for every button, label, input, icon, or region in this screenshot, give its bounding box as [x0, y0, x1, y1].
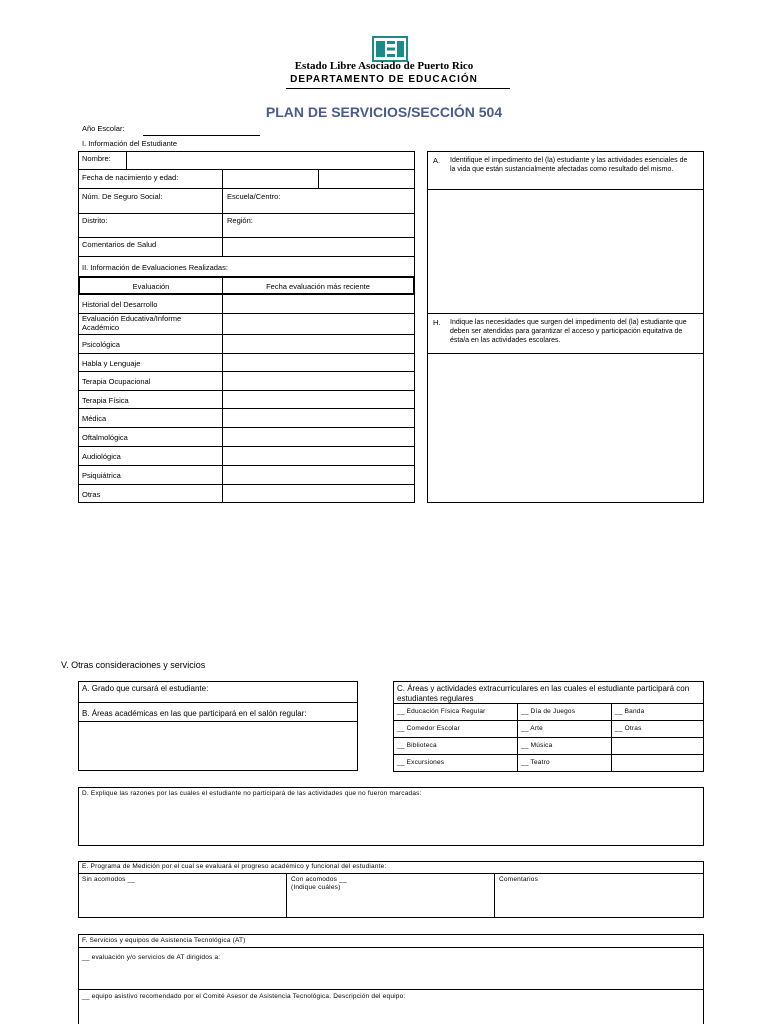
school-label: Escuela/Centro:	[227, 192, 281, 201]
row-line	[78, 408, 415, 409]
eval-row-label: Médica	[82, 414, 107, 423]
row-line	[78, 334, 415, 335]
col-line	[318, 169, 319, 188]
grade-label: A. Grado que cursará el estudiante:	[82, 684, 209, 693]
row-line	[78, 465, 415, 466]
row-line	[78, 427, 415, 428]
name-label: Nombre:	[82, 154, 111, 163]
c-divider	[393, 754, 704, 755]
region-label: Región:	[227, 216, 253, 225]
row-line	[78, 371, 415, 372]
eval-row-label: Terapia Ocupacional	[82, 377, 151, 386]
header-line1: Estado Libre Asociado de Puerto Rico	[294, 60, 474, 72]
option-library[interactable]: __ Biblioteca	[397, 742, 437, 749]
option-band[interactable]: __ Banda	[615, 708, 645, 715]
header-line2: DEPARTAMENTO DE EDUCACIÓN	[290, 74, 478, 85]
eval-row-label: Terapia Física	[82, 396, 129, 405]
f-divider	[78, 989, 704, 990]
eval-row-label: Psicológica	[82, 340, 120, 349]
h-label: H.	[433, 318, 441, 327]
district-label: Distrito:	[82, 216, 108, 225]
col-line	[222, 276, 223, 503]
col-line	[222, 169, 223, 188]
health-label: Comentarios de Salud	[82, 240, 157, 249]
row-line	[78, 484, 415, 485]
dob-label: Fecha de nacimiento y edad:	[82, 173, 179, 182]
measurement-label: E. Programa de Medición por el cual se evaluará el progreso académico y funcional del estudiante:	[82, 863, 387, 870]
option-cafeteria[interactable]: __ Comedor Escolar	[397, 725, 460, 732]
option-trips[interactable]: __ Excursiones	[397, 759, 445, 766]
a-text: Identifique el impedimento del (la) estudiante y las actividades esenciales de la vida que están sustancialmente afectadas como resultado del mismo.	[450, 157, 688, 173]
row-line	[78, 188, 415, 189]
name-field[interactable]	[127, 152, 414, 168]
row-line	[78, 390, 415, 391]
with-accommodations-option[interactable]: Con acomodos __	[291, 876, 347, 883]
divider-h-top	[427, 313, 704, 314]
ssn-label: Núm. De Seguro Social:	[82, 192, 163, 201]
eval-col-header: Evaluación	[132, 282, 170, 291]
page-title: PLAN DE SERVICIOS/SECCIÓN 504	[265, 104, 503, 120]
extracurricular-label: C. Áreas y actividades extracurriculares en las cuales el estudiante participará con estudiantes regulares	[397, 684, 690, 703]
e-divider	[78, 873, 704, 874]
eval-row-label: Evaluación Educativa/Informe Académico	[82, 314, 182, 332]
c-divider	[393, 703, 704, 704]
section5-label: V. Otras consideraciones y servicios	[61, 660, 206, 670]
comments-label: Comentarios	[499, 876, 539, 883]
divider-a	[427, 189, 704, 190]
c-divider	[393, 737, 704, 738]
academic-areas-label: B. Áreas académicas en las que participará en el salón regular:	[82, 709, 307, 718]
section1-label: I. Información del Estudiante	[82, 139, 178, 148]
header-divider	[286, 88, 510, 89]
option-art[interactable]: __ Arte	[521, 725, 543, 732]
row-line	[78, 256, 415, 257]
eval-row-label: Oftalmológica	[82, 433, 128, 442]
at-equipment-option[interactable]: __ equipo asistivo recomendado por el Comité Asesor de Asistencia Tecnológica. Descripción del equipo:	[82, 993, 406, 1000]
eval-row-label: Psiquiátrica	[82, 471, 121, 480]
c-divider	[393, 720, 704, 721]
no-accommodations-option[interactable]: Sin acomodos __	[82, 876, 136, 883]
eval-row-label: Historial del Desarrollo	[82, 300, 158, 309]
at-evaluation-option[interactable]: __ evaluación y/o servicios de AT dirigidos a:	[82, 954, 221, 961]
year-label: Año Escolar:	[82, 124, 125, 133]
option-theater[interactable]: __ Teatro	[521, 759, 550, 766]
eval-row-label: Audiológica	[82, 452, 121, 461]
date-col-header: Fecha evaluación más reciente	[266, 282, 370, 291]
h-text: Indique las necesidades que surgen del impedimento del (la) estudiante que deben ser atendidas para garantizar el acceso y participación equitativa de ésta/a en las actividades escolares.	[450, 319, 687, 344]
assistive-tech-label: F. Servicios y equipos de Asistencia Tecnológica (AT)	[82, 937, 246, 944]
reasons-label: D. Explique las razones por las cuales el estudiante no participará de las actividades que no fueron marcadas:	[82, 790, 422, 797]
year-field[interactable]	[143, 135, 260, 136]
row-line	[78, 169, 415, 170]
f-divider	[78, 947, 704, 948]
eval-row-label: Otras	[82, 490, 101, 499]
col-line	[222, 188, 223, 256]
option-pe[interactable]: __ Educación Física Regular	[397, 708, 486, 715]
e-col	[286, 873, 287, 918]
section2-label: II. Información de Evaluaciones Realizadas:	[82, 263, 228, 272]
option-other[interactable]: __ Otras	[615, 725, 642, 732]
department-logo	[372, 36, 408, 62]
row-line	[78, 446, 415, 447]
ab-divider	[78, 702, 358, 703]
academic-areas-field[interactable]	[79, 722, 357, 770]
a-label: A.	[433, 156, 441, 165]
with-accommodations-note: (Indique cuáles)	[291, 884, 341, 891]
option-game-day[interactable]: __ Día de Juegos	[521, 708, 576, 715]
divider-h-bottom	[427, 353, 704, 354]
row-line	[78, 353, 415, 354]
e-col	[494, 873, 495, 918]
eval-row-label: Habla y Lenguaje	[82, 359, 141, 368]
option-music[interactable]: __ Música	[521, 742, 553, 749]
